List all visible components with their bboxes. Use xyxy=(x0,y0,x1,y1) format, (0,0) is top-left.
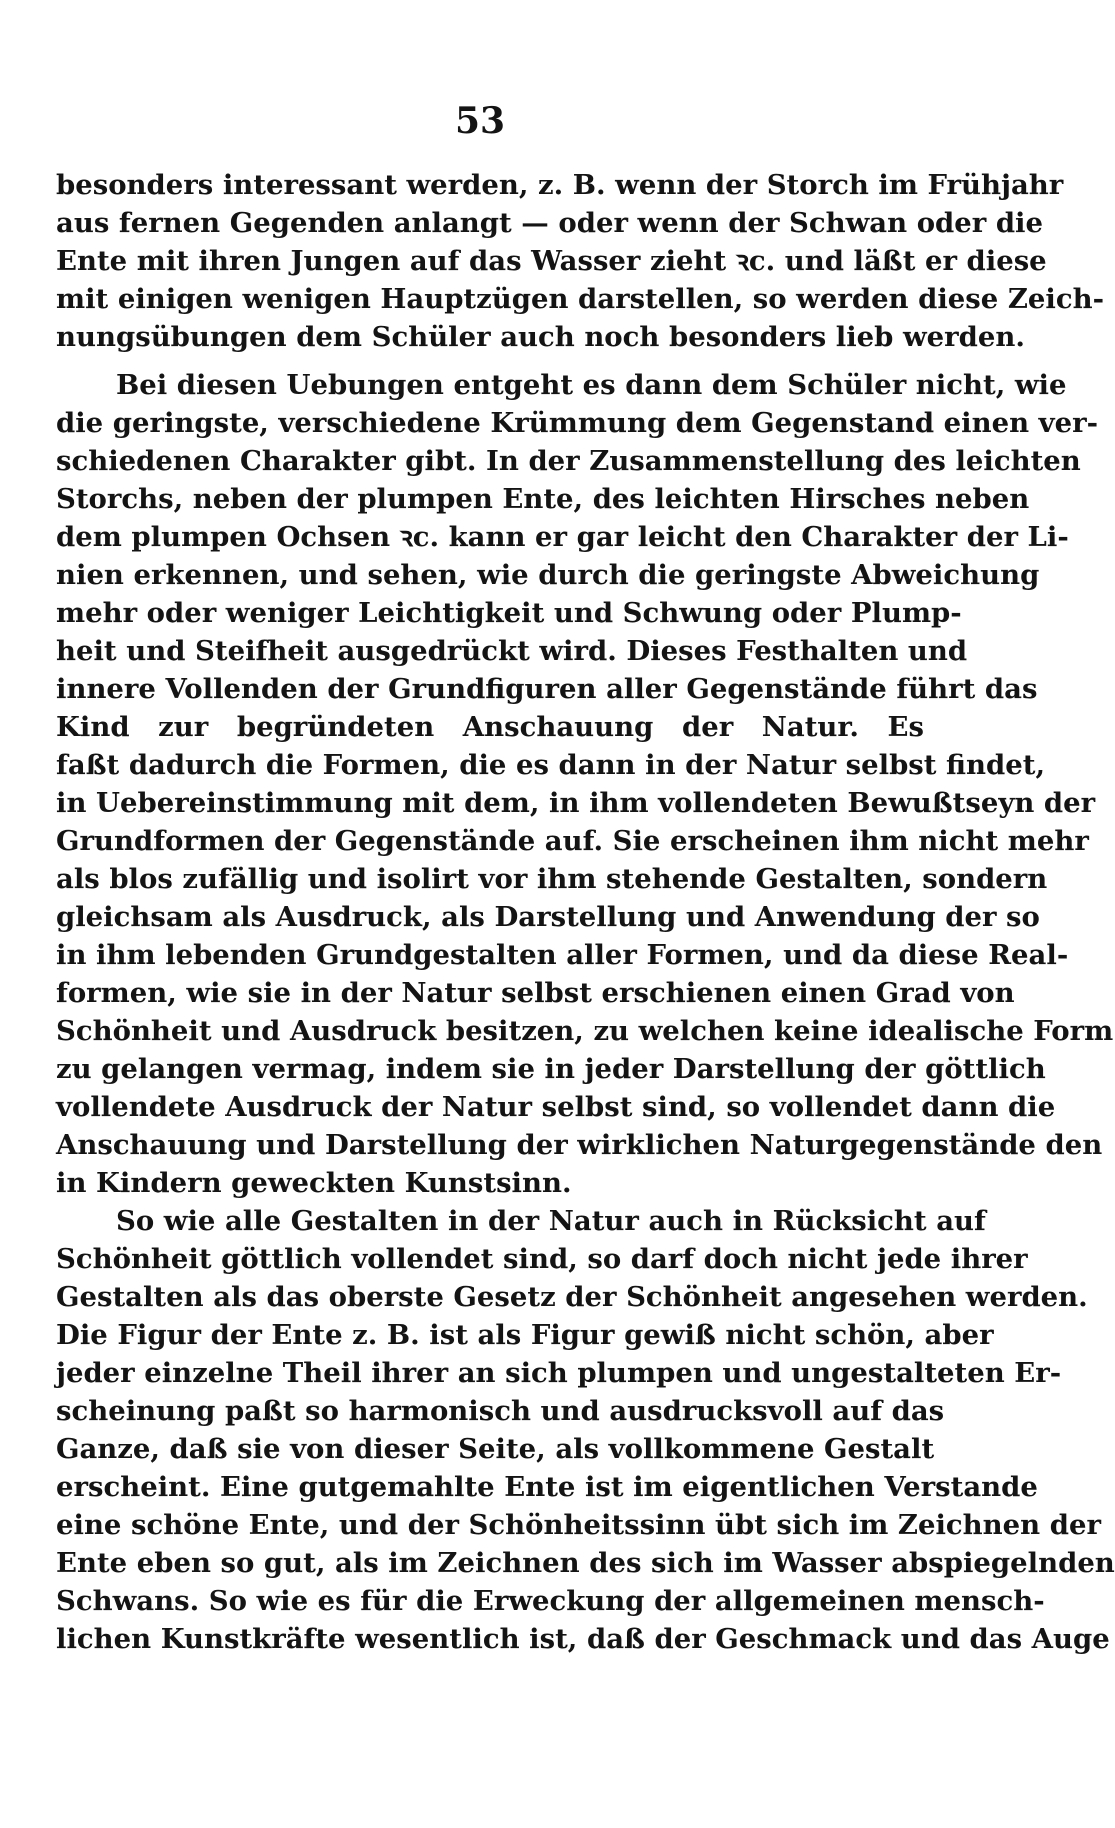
text-line: Schönheit und Ausdruck besitzen, zu welchen keine idealische Form xyxy=(56,1015,1114,1047)
paragraph-uebungen xyxy=(56,366,1114,1202)
text-line: schiedenen Charakter gibt. In der Zusammenstellung des leichten xyxy=(56,445,1081,477)
text-line: Ente mit ihren Jungen auf das Wasser zieht ꝛc. und läßt er diese xyxy=(56,245,1047,277)
text-line: eine schöne Ente, und der Schönheitssinn übt sich im Zeichnen der xyxy=(56,1509,1101,1541)
text-line: dem plumpen Ochsen ꝛc. kann er gar leicht den Charakter der Li- xyxy=(56,521,1069,553)
text-line: in Kindern geweckten Kunstsinn. xyxy=(56,1167,572,1199)
text-line: Kind zur begründeten Anschauung der Natur. Es xyxy=(56,711,924,743)
text-line: als blos zufällig und isolirt vor ihm stehende Gestalten, sondern xyxy=(56,863,1048,895)
text-line: Gestalten als das oberste Gesetz der Schönheit angesehen werden. xyxy=(56,1281,1088,1313)
text-line: mehr oder weniger Leichtigkeit und Schwung oder Plump- xyxy=(56,597,962,629)
text-line: faßt dadurch die Formen, die es dann in der Natur selbst findet, xyxy=(56,749,1046,781)
text-line: Ente eben so gut, als im Zeichnen des sich im Wasser abspiegelnden xyxy=(56,1547,1115,1579)
text-line: Bei diesen Uebungen entgeht es dann dem Schüler nicht, wie xyxy=(116,369,1067,401)
paragraph-continuation xyxy=(56,166,1105,356)
text-line: in Uebereinstimmung mit dem, in ihm vollendeten Bewußtseyn der xyxy=(56,787,1096,819)
paragraph-gestalten xyxy=(56,1202,1115,1658)
text-line: erscheint. Eine gutgemahlte Ente ist im eigentlichen Verstande xyxy=(56,1471,1038,1503)
text-line: gleichsam als Ausdruck, als Darstellung und Anwendung der so xyxy=(56,901,1040,933)
text-line: jeder einzelne Theil ihrer an sich plumpen und ungestalteten Er- xyxy=(56,1357,1062,1389)
text-line: vollendete Ausdruck der Natur selbst sind, so vollendet dann die xyxy=(56,1091,1056,1123)
text-line: besonders interessant werden, z. B. wenn der Storch im Frühjahr xyxy=(56,169,1064,201)
text-line: aus fernen Gegenden anlangt — oder wenn der Schwan oder die xyxy=(56,207,1043,239)
text-line: Storchs, neben der plumpen Ente, des leichten Hirsches neben xyxy=(56,483,1030,515)
text-line: heit und Steifheit ausgedrückt wird. Dieses Festhalten und xyxy=(56,635,968,667)
text-line: Ganze, daß sie von dieser Seite, als vollkommene Gestalt xyxy=(56,1433,935,1465)
text-line: in ihm lebenden Grundgestalten aller Formen, und da diese Real- xyxy=(56,939,1069,971)
text-line: nungsübungen dem Schüler auch noch besonders lieb werden. xyxy=(56,321,1025,353)
text-line: Schönheit göttlich vollendet sind, so darf doch nicht jede ihrer xyxy=(56,1243,1028,1275)
text-line: die geringste, verschiedene Krümmung dem Gegenstand einen ver- xyxy=(56,407,1099,439)
text-line: lichen Kunstkräfte wesentlich ist, daß der Geschmack und das Auge xyxy=(56,1623,1110,1655)
text-line: zu gelangen vermag, indem sie in jeder Darstellung der göttlich xyxy=(56,1053,1046,1085)
text-line: Grundformen der Gegenstände auf. Sie erscheinen ihm nicht mehr xyxy=(56,825,1089,857)
text-line: nien erkennen, und sehen, wie durch die geringste Abweichung xyxy=(56,559,1040,591)
text-line: formen, wie sie in der Natur selbst erschienen einen Grad von xyxy=(56,977,1015,1009)
text-line: innere Vollenden der Grundfiguren aller Gegenstände führt das xyxy=(56,673,1038,705)
text-line: Schwans. So wie es für die Erweckung der allgemeinen mensch- xyxy=(56,1585,1045,1617)
text-line: So wie alle Gestalten in der Natur auch in Rücksicht auf xyxy=(116,1205,986,1237)
text-line: Die Figur der Ente z. B. ist als Figur gewiß nicht schön, aber xyxy=(56,1319,994,1351)
text-line: mit einigen wenigen Hauptzügen darstellen, so werden diese Zeich- xyxy=(56,283,1105,315)
text-line: Anschauung und Darstellung der wirklichen Naturgegenstände den xyxy=(56,1129,1103,1161)
page-number: 53 xyxy=(454,100,506,142)
text-line: scheinung paßt so harmonisch und ausdrucksvoll auf das xyxy=(56,1395,945,1427)
